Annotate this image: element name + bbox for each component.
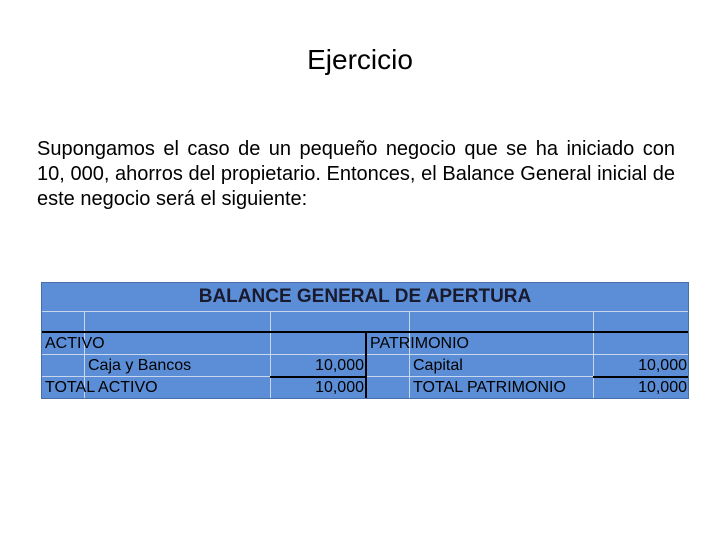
table-title: BALANCE GENERAL DE APERTURA bbox=[198, 286, 532, 307]
balance-sheet-table bbox=[41, 282, 689, 399]
center-divider bbox=[365, 331, 367, 398]
total-activo-value: 10,000 bbox=[315, 379, 364, 396]
total-activo-label: TOTAL ACTIVO bbox=[45, 379, 158, 396]
intro-paragraph: Supongamos el caso de un pequeño negocio que se ha iniciado con 10, 000, ahorros del propietario. Entonces, el Balance General inicial de este negocio será el siguiente: bbox=[37, 138, 675, 210]
grid-line bbox=[42, 311, 688, 312]
total-patrimonio-label: TOTAL PATRIMONIO bbox=[413, 379, 566, 396]
caja-bancos-value: 10,000 bbox=[315, 357, 364, 374]
activo-header: ACTIVO bbox=[45, 335, 105, 352]
total-patrimonio-value: 10,000 bbox=[638, 379, 687, 396]
patrimonio-header: PATRIMONIO bbox=[370, 335, 469, 352]
capital-label: Capital bbox=[413, 357, 463, 374]
slide-title: Ejercicio bbox=[307, 44, 413, 75]
capital-value: 10,000 bbox=[638, 357, 687, 374]
caja-bancos-label: Caja y Bancos bbox=[88, 357, 192, 374]
